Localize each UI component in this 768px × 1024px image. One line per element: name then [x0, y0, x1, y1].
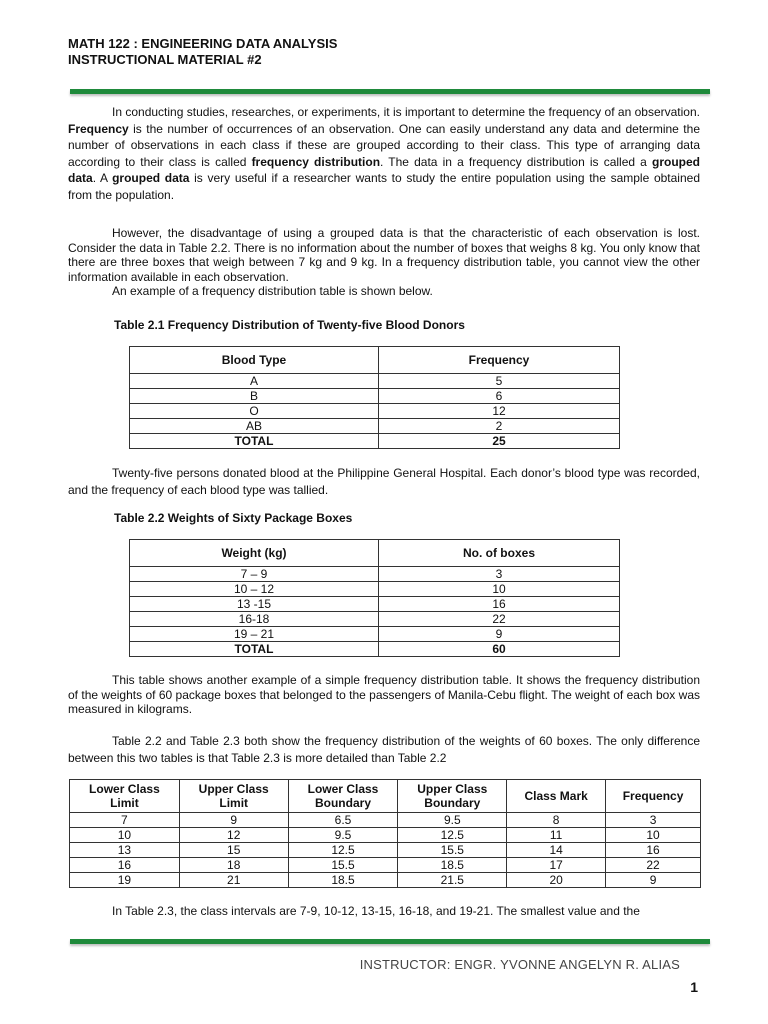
table-cell: A — [130, 374, 379, 389]
paragraph-blood-donors — [68, 465, 700, 498]
table-cell: 18 — [179, 858, 288, 873]
table-row — [130, 389, 620, 404]
table-cell: 10 – 12 — [130, 582, 379, 597]
page-number: 1 — [690, 979, 698, 995]
table-row — [130, 612, 620, 627]
table-cell: 22 — [379, 612, 620, 627]
table-cell: 15 — [179, 843, 288, 858]
column-header: Lower Class Limit — [70, 780, 180, 813]
column-header: Class Mark — [507, 780, 606, 813]
table-cell: O — [130, 404, 379, 419]
table-cell: 18.5 — [288, 873, 398, 888]
table-cell: 9.5 — [288, 828, 398, 843]
table-cell: AB — [130, 419, 379, 434]
course-title: MATH 122 : ENGINEERING DATA ANALYSIS — [68, 36, 338, 51]
table-cell: 5 — [379, 374, 620, 389]
table-cell: 16 — [606, 843, 701, 858]
paragraph-blood-donors-text: Twenty-five persons donated blood at the Philippine General Hospital. Each donor’s blood type was recorded, and the frequency of each blood type was tallied. — [68, 466, 700, 497]
paragraph-disadvantage — [68, 226, 700, 299]
material-title: INSTRUCTIONAL MATERIAL #2 — [68, 52, 262, 67]
table-cell: 7 — [70, 813, 180, 828]
table-cell: 8 — [507, 813, 606, 828]
table-row — [70, 858, 701, 873]
table-cell: 20 — [507, 873, 606, 888]
table-cell: 21.5 — [398, 873, 507, 888]
table-cell: 9.5 — [398, 813, 507, 828]
table-cell: 13 -15 — [130, 597, 379, 612]
paragraph-comparison — [68, 733, 700, 766]
table-cell: 60 — [379, 642, 620, 657]
paragraph-example-intro: An example of a frequency distribution table is shown below. — [112, 284, 433, 298]
instructor-footer: INSTRUCTOR: ENGR. YVONNE ANGELYN R. ALIAS — [359, 957, 680, 972]
table-cell: 12 — [179, 828, 288, 843]
column-header: No. of boxes — [379, 540, 620, 567]
table-cell: 3 — [379, 567, 620, 582]
table-row — [130, 374, 620, 389]
table-cell: 7 – 9 — [130, 567, 379, 582]
paragraph-disadvantage-text: However, the disadvantage of using a grouped data is that the characteristic of each observation is lost. Consider the data in Table 2.2. There is no information about the number of boxes that weighs 8 kg. You only know that there are three boxes that weigh between 7 kg and 9 kg. In a frequency distribution table, you cannot view the other information available in each observation. — [68, 226, 700, 284]
table2-caption: Table 2.2 Weights of Sixty Package Boxes — [114, 511, 353, 525]
table-row — [130, 597, 620, 612]
column-header: Upper Class Boundary — [398, 780, 507, 813]
table-cell: 3 — [606, 813, 701, 828]
paragraph-class-intervals — [68, 903, 700, 920]
table-cell: 16-18 — [130, 612, 379, 627]
column-header: Upper Class Limit — [179, 780, 288, 813]
blood-donors-table — [129, 346, 620, 449]
table-cell: 9 — [179, 813, 288, 828]
table-cell: 11 — [507, 828, 606, 843]
table-cell: 25 — [379, 434, 620, 449]
table-cell: 9 — [379, 627, 620, 642]
paragraph-simple-table-text: This table shows another example of a simple frequency distribution table. It shows the frequency distribution of the weights of 60 package boxes that belonged to the passengers of Manila-Cebu flight. The weight of each box was measured in kilograms. — [68, 673, 700, 716]
table-cell: TOTAL — [130, 642, 379, 657]
document-header — [68, 36, 337, 68]
table-total-row — [130, 434, 620, 449]
table-header-row — [70, 780, 701, 813]
table-row — [130, 567, 620, 582]
paragraph-frequency: In conducting studies, researches, or experiments, it is important to determine the frequency of an observation. Frequency is the number of occurrences of an observation. One can easily understand any data and determine the number of observations in each class if these are grouped according to their class. This type of arranging data according to their class is called frequency distribution. The data in a frequency distribution is called a grouped data. A grouped data is very useful if a researcher wants to study the entire population using the sample obtained from the population. — [68, 105, 700, 202]
table-cell: 18.5 — [398, 858, 507, 873]
table-cell: 19 – 21 — [130, 627, 379, 642]
table-row — [130, 404, 620, 419]
table-cell: 16 — [70, 858, 180, 873]
table-cell: 6 — [379, 389, 620, 404]
table-cell: TOTAL — [130, 434, 379, 449]
table-cell: 2 — [379, 419, 620, 434]
table-cell: 10 — [379, 582, 620, 597]
table-cell: 12.5 — [398, 828, 507, 843]
column-header: Lower Class Boundary — [288, 780, 398, 813]
table-header-row — [130, 347, 620, 374]
package-boxes-table — [129, 539, 620, 657]
table-cell: 6.5 — [288, 813, 398, 828]
table-cell: B — [130, 389, 379, 404]
table-cell: 12 — [379, 404, 620, 419]
column-header: Frequency — [606, 780, 701, 813]
table-cell: 12.5 — [288, 843, 398, 858]
table-row — [70, 813, 701, 828]
table-cell: 10 — [606, 828, 701, 843]
table-cell: 22 — [606, 858, 701, 873]
table-cell: 15.5 — [398, 843, 507, 858]
footer-divider — [70, 939, 710, 944]
table-row — [130, 627, 620, 642]
table-row — [70, 828, 701, 843]
table1-caption: Table 2.1 Frequency Distribution of Twenty-five Blood Donors — [114, 318, 465, 332]
table-cell: 14 — [507, 843, 606, 858]
table-cell: 9 — [606, 873, 701, 888]
column-header: Frequency — [379, 347, 620, 374]
table-row — [70, 843, 701, 858]
table-row — [130, 419, 620, 434]
table-cell: 19 — [70, 873, 180, 888]
class-boundaries-table — [69, 779, 701, 888]
table-row — [130, 582, 620, 597]
paragraph-simple-table — [68, 673, 700, 717]
table-cell: 17 — [507, 858, 606, 873]
table-cell: 16 — [379, 597, 620, 612]
header-divider — [70, 89, 710, 94]
paragraph-class-intervals-text: In Table 2.3, the class intervals are 7-9, 10-12, 13-15, 16-18, and 19-21. The smallest value and the — [112, 904, 640, 918]
paragraph-comparison-text: Table 2.2 and Table 2.3 both show the frequency distribution of the weights of 60 boxes. The only difference between this two tables is that Table 2.3 is more detailed than Table 2.2 — [68, 734, 700, 765]
column-header: Blood Type — [130, 347, 379, 374]
table-total-row — [130, 642, 620, 657]
table-cell: 13 — [70, 843, 180, 858]
table-cell: 21 — [179, 873, 288, 888]
table-cell: 15.5 — [288, 858, 398, 873]
column-header: Weight (kg) — [130, 540, 379, 567]
table-cell: 10 — [70, 828, 180, 843]
table-row — [70, 873, 701, 888]
table-header-row — [130, 540, 620, 567]
